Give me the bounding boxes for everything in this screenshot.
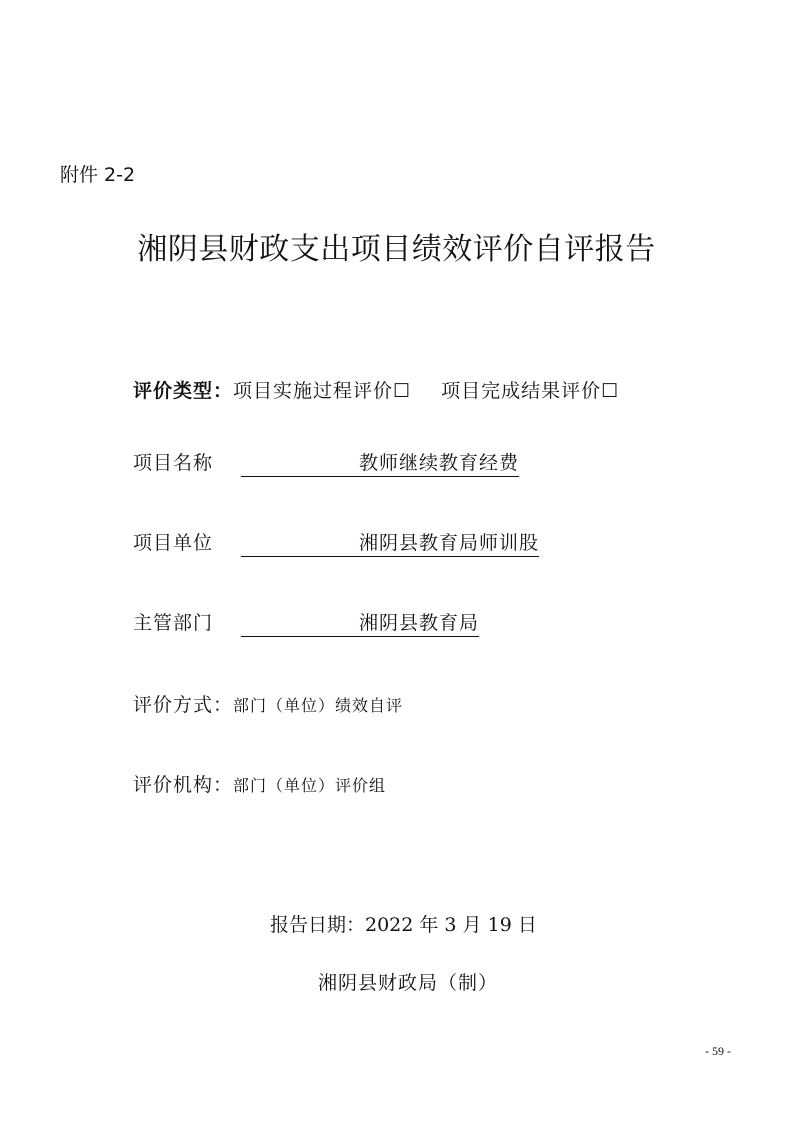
- evaluation-org-label: 评价机构：: [133, 774, 234, 796]
- page-number: - 59 -: [705, 1044, 731, 1058]
- project-name-value: 教师继续教育经费: [241, 452, 519, 477]
- evaluation-type-row: [133, 376, 619, 403]
- supervising-dept-label: 主管部门: [133, 612, 214, 634]
- project-name-label: 项目名称: [133, 452, 214, 474]
- report-title: 湘阴县财政支出项目绩效评价自评报告: [137, 232, 656, 267]
- supervising-dept-value: 湘阴县教育局: [241, 612, 479, 637]
- supervising-dept-row: [133, 608, 479, 637]
- project-unit-value: 湘阴县教育局师训股: [241, 532, 539, 557]
- evaluation-type-option-result[interactable]: 项目完成结果评价☐: [441, 380, 620, 402]
- evaluation-type-label: 评价类型：: [133, 380, 234, 402]
- evaluation-org-row: [133, 770, 386, 797]
- issuer: 湘阴县财政局（制）: [318, 972, 499, 994]
- report-date: 报告日期：2022 年 3 月 19 日: [270, 914, 537, 936]
- attachment-label: 附件 2-2: [60, 164, 136, 186]
- project-unit-label: 项目单位: [133, 532, 214, 554]
- evaluation-method-row: [133, 690, 403, 717]
- project-unit-row: [133, 528, 539, 557]
- evaluation-org-value: 部门（单位）评价组: [233, 776, 387, 795]
- evaluation-type-option-process[interactable]: 项目实施过程评价☐: [233, 380, 412, 402]
- evaluation-method-label: 评价方式：: [133, 694, 234, 716]
- project-name-row: [133, 448, 519, 477]
- evaluation-method-value: 部门（单位）绩效自评: [233, 696, 404, 715]
